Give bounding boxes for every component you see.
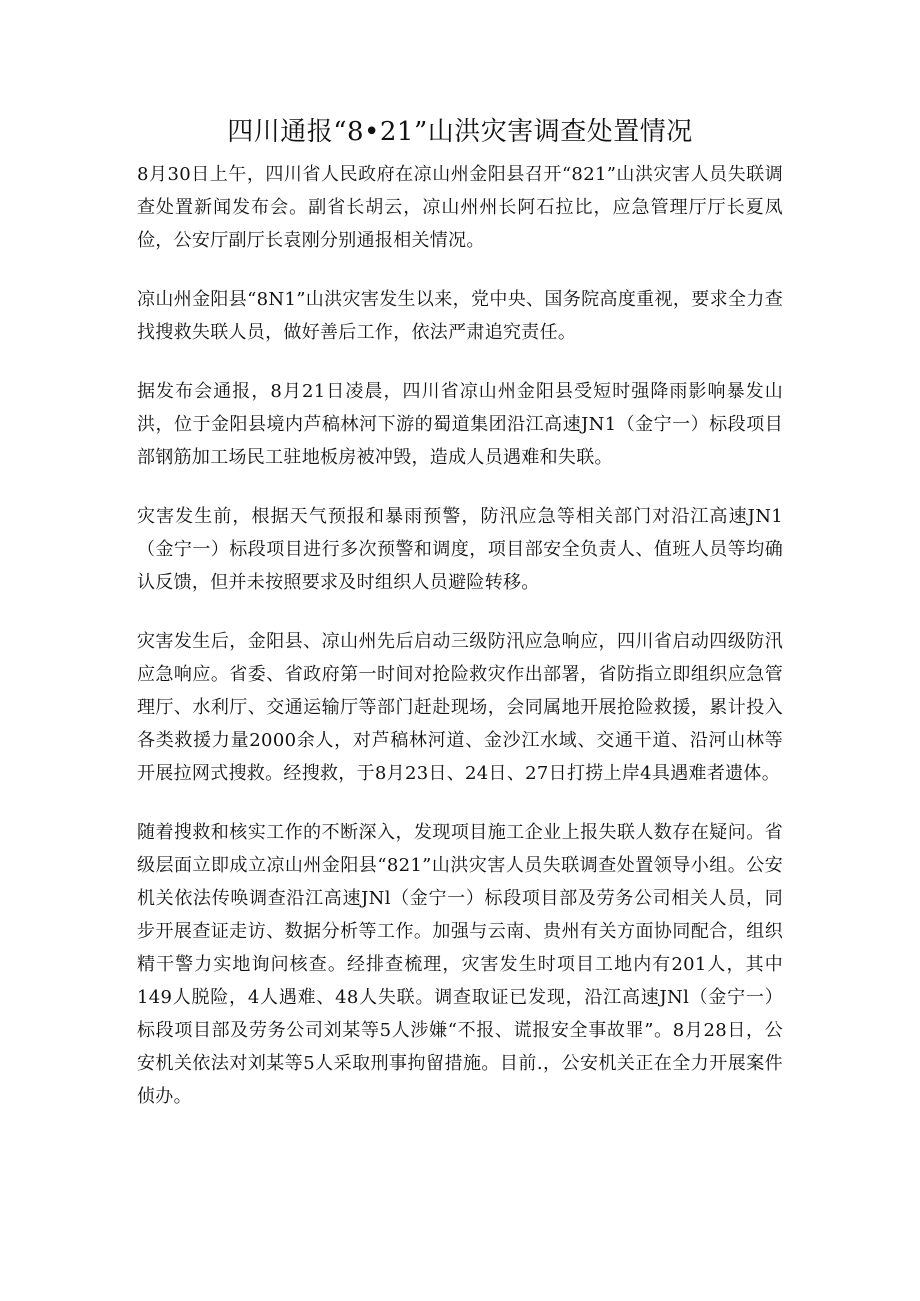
paragraph-rescue-response: 灾害发生后，金阳县、凉山州先后启动三级防汛应急响应，四川省启动四级防汛应急响应。省委、省政府第一时间对抢险救灾作出部署，省防指立即组织应急管理厅、水利厅、交通运输厅等部门赶赴现场，会同属地开展抢险救援，累计投入各类救援力量2000余人，对芦稿林河道、金沙江水域、交通干道、沿河山林等开展拉网式搜救。经搜救，于8月23日、24日、27日打捞上岸4具遇难者遗体。 [137,631,783,784]
paragraph-central-attention: 凉山州金阳县“8N1”山洪灾害发生以来，党中央、国务院高度重视，要求全力查找搜救失联人员，做好善后工作，依法严肃追究责任。 [137,289,783,343]
paragraph-press-conference: 8月30日上午，四川省人民政府在凉山州金阳县召开“821”山洪灾害人员失联调查处置新闻发布会。副省长胡云，凉山州州长阿石拉比，应急管理厅厅长夏凤俭，公安厅副厅长袁刚分别通报相关情况。 [137,164,783,251]
page-title: 四川通报“8•21”山洪灾害调查处置情况 [227,117,693,147]
paragraph-pre-disaster-warning: 灾害发生前，根据天气预报和暴雨预警，防汛应急等相关部门对沿江高速JN1（金宁一）标段项目进行多次预警和调度，项目部安全负责人、值班人员等均确认反馈，但并未按照要求及时组织人员避险转移。 [137,506,783,593]
paragraph-investigation: 随着搜救和核实工作的不断深入，发现项目施工企业上报失联人数存在疑问。省级层面立即成立凉山州金阳县“821”山洪灾害人员失联调查处置领导小组。公安机关依法传唤调查沿江高速JNl（金宁一）标段项目部及劳务公司相关人员，同步开展查证走访、数据分析等工作。加强与云南、贵州有关方面协同配合，组织精干警力实地询问核查。经排查梳理，灾害发生时项目工地内有201人，其中149人脱险，4人遇难、48人失联。调查取证已发现，沿江高速JNl（金宁一）标段项目部及劳务公司刘某等5人涉嫌“不报、谎报安全事故罪”。8月28日，公安机关依法对刘某等5人采取刑事拘留措施。目前.，公安机关正在全力开展案件侦办。 [137,822,783,1107]
paragraph-disaster-event: 据发布会通报，8月21日凌晨，四川省凉山州金阳县受短时强降雨影响暴发山洪，位于金阳县境内芦稿林河下游的蜀道集团沿江高速JN1（金宁一）标段项目部钢筋加工场民工驻地板房被冲毁，造成人员遇难和失联。 [137,381,783,468]
document-page [137,112,783,1139]
